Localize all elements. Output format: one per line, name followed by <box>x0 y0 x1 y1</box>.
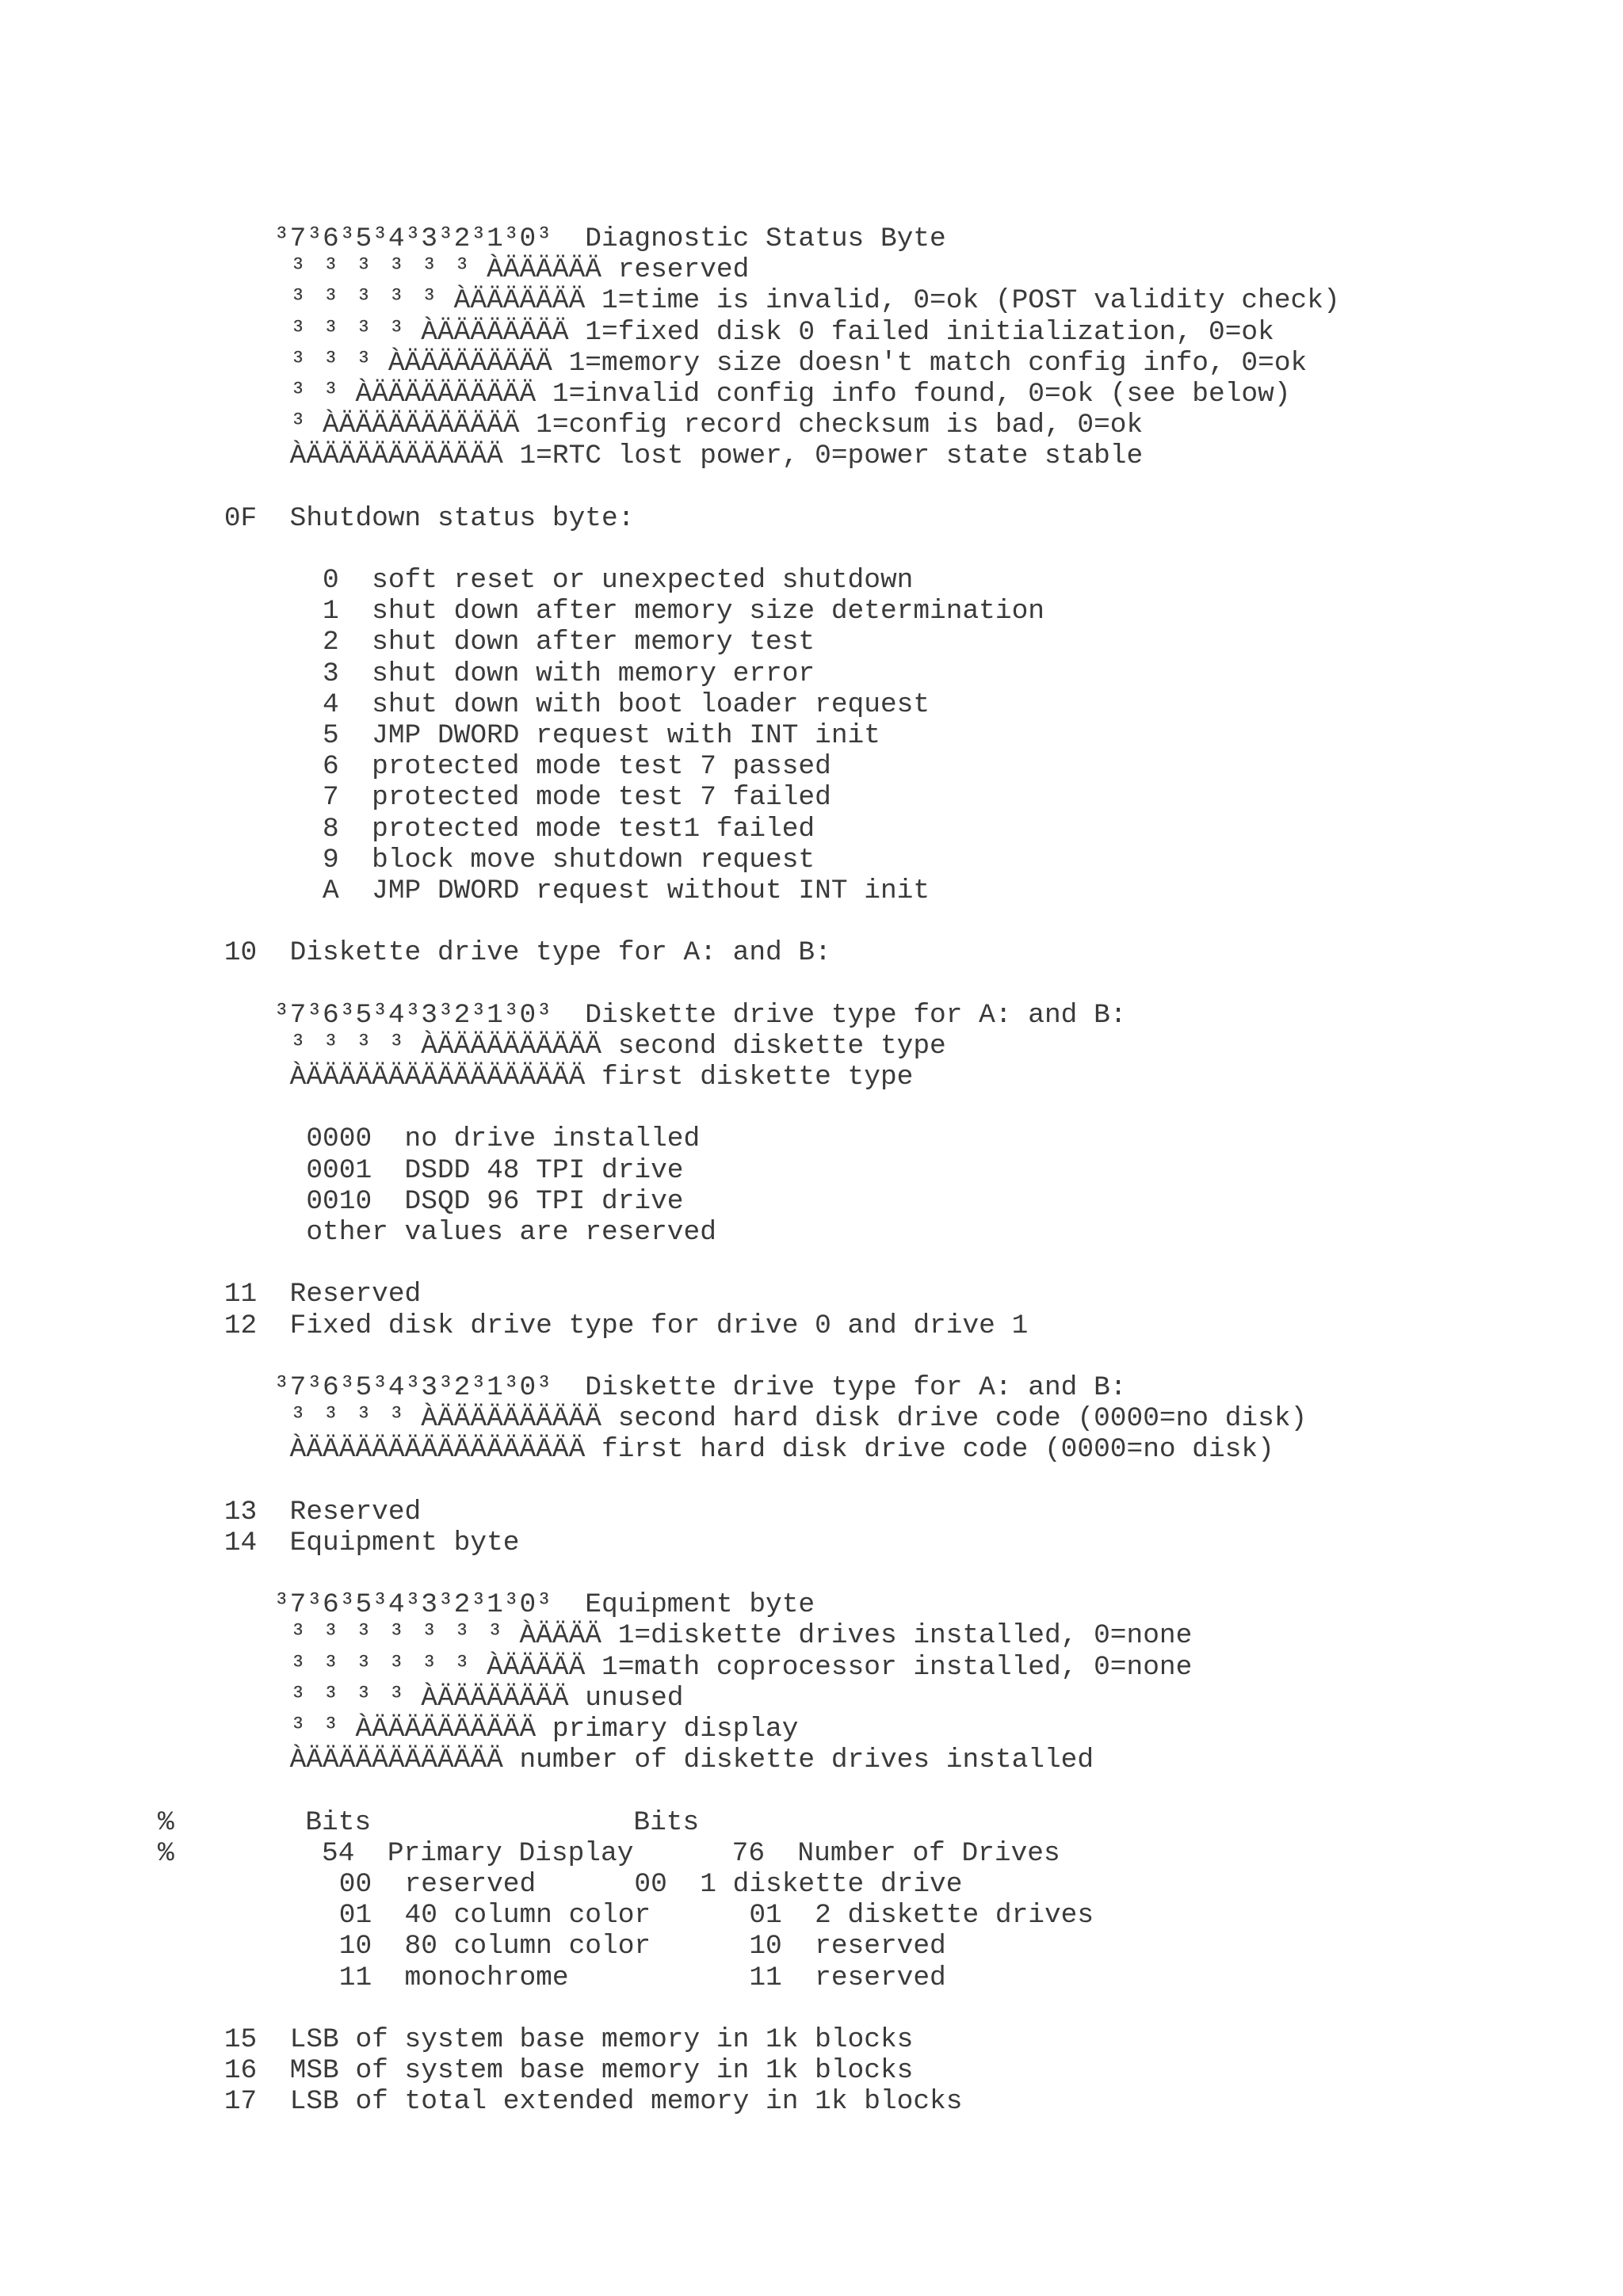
text-line: ³ ³ ÀÄÄÄÄÄÄÄÄÄÄ primary display <box>158 1714 799 1745</box>
text-line: 6 protected mode test 7 passed <box>158 751 831 783</box>
text-line: 0001 DSDD 48 TPI drive <box>158 1154 684 1186</box>
text-line: ³ ³ ³ ³ ³ ³ ÀÄÄÄÄÄÄ reserved <box>158 254 750 286</box>
text-line: 15 LSB of system base memory in 1k blocks <box>158 2023 914 2055</box>
text-line: ³ ÀÄÄÄÄÄÄÄÄÄÄÄ 1=config record checksum is bad, 0=ok <box>158 410 1144 441</box>
text-line: 7 protected mode test 7 failed <box>158 782 831 814</box>
text-line: 4 shut down with boot loader request <box>158 688 930 720</box>
text-line: ÀÄÄÄÄÄÄÄÄÄÄÄÄ 1=RTC lost power, 0=power state stable <box>158 441 1144 472</box>
text-line: 5 JMP DWORD request with INT init <box>158 720 880 751</box>
text-line: ³ ³ ÀÄÄÄÄÄÄÄÄÄÄ 1=invalid config info found, 0=ok (see below) <box>158 378 1291 410</box>
text-line: ³ ³ ³ ³ ÀÄÄÄÄÄÄÄÄÄÄ second hard disk drive code (0000=no disk) <box>158 1403 1308 1435</box>
blank-line <box>158 906 1340 937</box>
text-line: ³ ³ ³ ³ ÀÄÄÄÄÄÄÄÄ unused <box>158 1682 684 1714</box>
text-line: ³7³6³5³4³3³2³1³0³ Diskette drive type for A: and B: <box>158 999 1127 1031</box>
text-line: 0010 DSQD 96 TPI drive <box>158 1185 684 1217</box>
text-line: 0000 no drive installed <box>158 1123 701 1155</box>
text-line: ³ ³ ³ ³ ³ ÀÄÄÄÄÄÄÄ 1=time is invalid, 0=ok (POST validity check) <box>158 285 1340 317</box>
text-line: % 54 Primary Display 76 Number of Drives <box>158 1837 1060 1869</box>
text-line: 11 monochrome 11 reserved <box>158 1962 946 1993</box>
cmos-listing <box>158 223 1340 2117</box>
blank-line <box>158 1248 1340 1279</box>
text-line: 17 LSB of total extended memory in 1k blocks <box>158 2086 963 2118</box>
text-line: ³ ³ ³ ³ ³ ³ ÀÄÄÄÄÄ 1=math coprocessor installed, 0=none <box>158 1651 1193 1683</box>
text-line: ³7³6³5³4³3³2³1³0³ Diagnostic Status Byte <box>158 223 946 254</box>
text-line: ÀÄÄÄÄÄÄÄÄÄÄÄÄÄÄÄÄÄ first hard disk drive code (0000=no disk) <box>158 1434 1274 1466</box>
blank-line <box>158 472 1340 503</box>
text-line: 13 Reserved <box>158 1496 422 1527</box>
blank-line <box>158 1341 1340 1372</box>
text-line: 3 shut down with memory error <box>158 658 815 689</box>
text-line: % Bits Bits <box>158 1806 700 1838</box>
text-line: 11 Reserved <box>158 1279 422 1310</box>
text-line: A JMP DWORD request without INT init <box>158 875 930 906</box>
text-line: 16 MSB of system base memory in 1k blocks <box>158 2055 914 2087</box>
text-line: ³ ³ ³ ³ ÀÄÄÄÄÄÄÄÄ 1=fixed disk 0 failed initialization, 0=ok <box>158 316 1274 348</box>
blank-line <box>158 534 1340 565</box>
text-line: 14 Equipment byte <box>158 1527 520 1558</box>
blank-line <box>158 1775 1340 1806</box>
blank-line <box>158 1993 1340 2024</box>
text-line: 9 block move shutdown request <box>158 844 815 875</box>
blank-line <box>158 969 1340 1000</box>
text-line: 2 shut down after memory test <box>158 627 815 658</box>
text-line: 12 Fixed disk drive type for drive 0 and drive 1 <box>158 1310 1029 1341</box>
text-line: other values are reserved <box>158 1217 716 1248</box>
text-line: 01 40 column color 01 2 diskette drives <box>158 1900 1094 1932</box>
text-line: 10 Diskette drive type for A: and B: <box>158 937 831 969</box>
text-line: ³ ³ ³ ÀÄÄÄÄÄÄÄÄÄ 1=memory size doesn't match config info, 0=ok <box>158 347 1308 379</box>
text-line: ÀÄÄÄÄÄÄÄÄÄÄÄÄÄÄÄÄÄ first diskette type <box>158 1062 914 1093</box>
text-line: ÀÄÄÄÄÄÄÄÄÄÄÄÄ number of diskette drives installed <box>158 1745 1094 1776</box>
text-line: ³7³6³5³4³3³2³1³0³ Diskette drive type for A: and B: <box>158 1371 1127 1403</box>
blank-line <box>158 1093 1340 1123</box>
text-line: 10 80 column color 10 reserved <box>158 1931 946 1962</box>
text-line: ³ ³ ³ ³ ³ ³ ³ ÀÄÄÄÄ 1=diskette drives installed, 0=none <box>158 1620 1193 1652</box>
text-line: 8 protected mode test1 failed <box>158 813 815 845</box>
text-line: ³7³6³5³4³3³2³1³0³ Equipment byte <box>158 1589 815 1621</box>
text-line: 0 soft reset or unexpected shutdown <box>158 565 914 597</box>
text-line: 00 reserved 00 1 diskette drive <box>158 1868 963 1900</box>
text-line: 0F Shutdown status byte: <box>158 502 635 534</box>
blank-line <box>158 1558 1340 1589</box>
text-line: ³ ³ ³ ³ ÀÄÄÄÄÄÄÄÄÄÄ second diskette type <box>158 1030 946 1062</box>
text-line: 1 shut down after memory size determination <box>158 596 1044 627</box>
blank-line <box>158 1466 1340 1497</box>
